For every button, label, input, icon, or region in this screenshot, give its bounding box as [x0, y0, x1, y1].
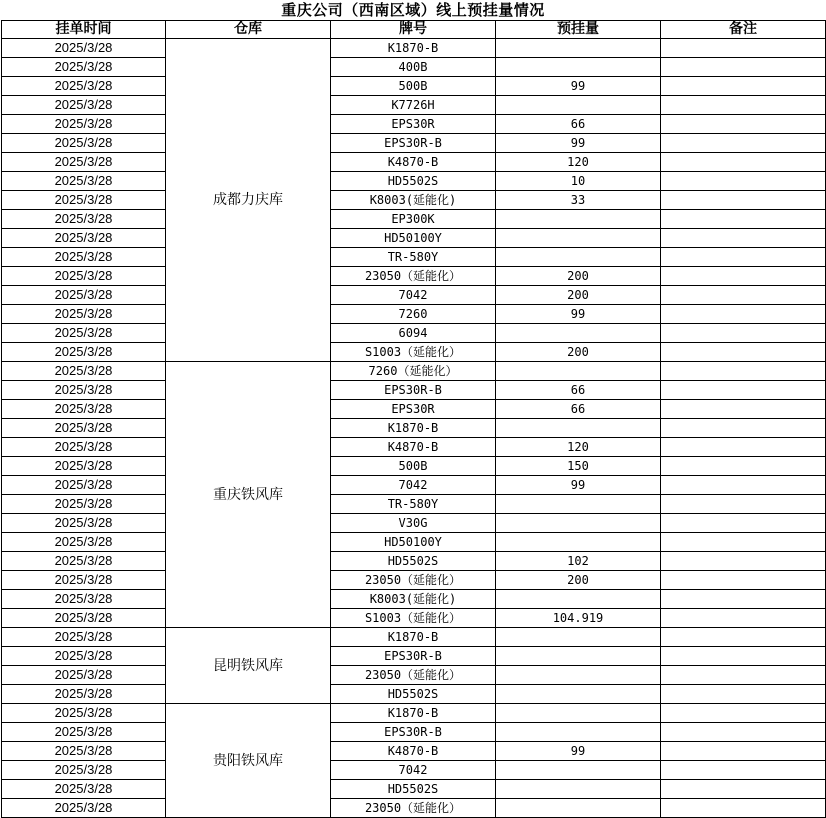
- cell-grade[interactable]: HD50100Y: [331, 533, 496, 552]
- cell-note[interactable]: [661, 419, 826, 438]
- cell-quantity[interactable]: [496, 590, 661, 609]
- table-row: [2, 742, 826, 761]
- table-row: [2, 628, 826, 647]
- cell-date[interactable]: 2025/3/28: [2, 723, 166, 742]
- cell-grade[interactable]: HD5502S: [331, 172, 496, 191]
- cell-note[interactable]: [661, 324, 826, 343]
- cell-date[interactable]: 2025/3/28: [2, 571, 166, 590]
- cell-grade[interactable]: HD5502S: [331, 780, 496, 799]
- table-row: [2, 495, 826, 514]
- cell-note[interactable]: [661, 704, 826, 723]
- cell-date[interactable]: 2025/3/28: [2, 77, 166, 96]
- cell-date[interactable]: 2025/3/28: [2, 799, 166, 818]
- cell-grade[interactable]: K4870-B: [331, 742, 496, 761]
- header-warehouse: 仓库: [166, 21, 331, 39]
- cell-grade[interactable]: K8003(延能化): [331, 191, 496, 210]
- cell-note[interactable]: [661, 742, 826, 761]
- table-row: [2, 324, 826, 343]
- table-row: [2, 134, 826, 153]
- cell-quantity[interactable]: [496, 514, 661, 533]
- cell-grade[interactable]: V30G: [331, 514, 496, 533]
- cell-grade[interactable]: 500B: [331, 457, 496, 476]
- table-body: [2, 39, 826, 818]
- table-row: [2, 172, 826, 191]
- preorder-table: [1, 20, 826, 818]
- cell-grade[interactable]: 6094: [331, 324, 496, 343]
- cell-note[interactable]: [661, 172, 826, 191]
- cell-quantity[interactable]: [496, 39, 661, 58]
- header-quantity: 预挂量: [496, 21, 661, 39]
- cell-date[interactable]: 2025/3/28: [2, 362, 166, 381]
- cell-quantity[interactable]: [496, 628, 661, 647]
- table-row: [2, 571, 826, 590]
- table-row: [2, 723, 826, 742]
- cell-quantity[interactable]: [496, 495, 661, 514]
- cell-date[interactable]: 2025/3/28: [2, 191, 166, 210]
- table-row: [2, 533, 826, 552]
- cell-note[interactable]: [661, 77, 826, 96]
- cell-note[interactable]: [661, 362, 826, 381]
- cell-date[interactable]: 2025/3/28: [2, 115, 166, 134]
- table-row: [2, 400, 826, 419]
- cell-grade[interactable]: 7042: [331, 761, 496, 780]
- cell-note[interactable]: [661, 286, 826, 305]
- cell-date[interactable]: 2025/3/28: [2, 780, 166, 799]
- cell-grade[interactable]: S1003（延能化）: [331, 343, 496, 362]
- cell-grade[interactable]: EPS30R: [331, 400, 496, 419]
- cell-date[interactable]: 2025/3/28: [2, 647, 166, 666]
- cell-date[interactable]: 2025/3/28: [2, 438, 166, 457]
- cell-quantity[interactable]: [496, 324, 661, 343]
- cell-grade[interactable]: EPS30R: [331, 115, 496, 134]
- cell-quantity[interactable]: [496, 229, 661, 248]
- cell-note[interactable]: [661, 533, 826, 552]
- cell-note[interactable]: [661, 134, 826, 153]
- cell-grade[interactable]: 23050（延能化）: [331, 571, 496, 590]
- cell-grade[interactable]: K1870-B: [331, 419, 496, 438]
- header-note: 备注: [661, 21, 826, 39]
- cell-note[interactable]: [661, 685, 826, 704]
- cell-note[interactable]: [661, 58, 826, 77]
- cell-quantity[interactable]: 33: [496, 191, 661, 210]
- cell-note[interactable]: [661, 552, 826, 571]
- cell-note[interactable]: [661, 115, 826, 134]
- cell-grade[interactable]: 400B: [331, 58, 496, 77]
- table-row: [2, 609, 826, 628]
- table-row: [2, 780, 826, 799]
- table-row: [2, 191, 826, 210]
- cell-date[interactable]: 2025/3/28: [2, 172, 166, 191]
- cell-grade[interactable]: TR-580Y: [331, 248, 496, 267]
- cell-quantity[interactable]: 99: [496, 476, 661, 495]
- cell-date[interactable]: 2025/3/28: [2, 153, 166, 172]
- cell-date[interactable]: 2025/3/28: [2, 552, 166, 571]
- cell-note[interactable]: [661, 761, 826, 780]
- cell-date[interactable]: 2025/3/28: [2, 533, 166, 552]
- cell-note[interactable]: [661, 457, 826, 476]
- cell-grade[interactable]: K7726H: [331, 96, 496, 115]
- table-row: [2, 514, 826, 533]
- cell-quantity[interactable]: [496, 248, 661, 267]
- cell-note[interactable]: [661, 191, 826, 210]
- cell-quantity[interactable]: [496, 58, 661, 77]
- cell-date[interactable]: 2025/3/28: [2, 39, 166, 58]
- cell-date[interactable]: 2025/3/28: [2, 343, 166, 362]
- table-row: [2, 248, 826, 267]
- cell-date[interactable]: 2025/3/28: [2, 514, 166, 533]
- cell-note[interactable]: [661, 400, 826, 419]
- cell-note[interactable]: [661, 248, 826, 267]
- table-header: [2, 21, 826, 39]
- cell-note[interactable]: [661, 666, 826, 685]
- cell-date[interactable]: 2025/3/28: [2, 495, 166, 514]
- table-row: [2, 153, 826, 172]
- cell-grade[interactable]: EP300K: [331, 210, 496, 229]
- cell-date[interactable]: 2025/3/28: [2, 210, 166, 229]
- cell-date[interactable]: 2025/3/28: [2, 685, 166, 704]
- cell-date[interactable]: 2025/3/28: [2, 666, 166, 685]
- cell-note[interactable]: [661, 39, 826, 58]
- cell-quantity[interactable]: 200: [496, 286, 661, 305]
- sheet-title: 重庆公司（西南区域）线上预挂量情况: [281, 1, 545, 19]
- cell-note[interactable]: [661, 305, 826, 324]
- table-row: [2, 685, 826, 704]
- cell-note[interactable]: [661, 799, 826, 818]
- cell-date[interactable]: 2025/3/28: [2, 96, 166, 115]
- cell-quantity[interactable]: 200: [496, 343, 661, 362]
- cell-quantity[interactable]: [496, 96, 661, 115]
- table-row: [2, 457, 826, 476]
- table-row: [2, 362, 826, 381]
- cell-date[interactable]: 2025/3/28: [2, 628, 166, 647]
- table-row: [2, 590, 826, 609]
- cell-grade[interactable]: HD5502S: [331, 552, 496, 571]
- cell-date[interactable]: 2025/3/28: [2, 248, 166, 267]
- cell-date[interactable]: 2025/3/28: [2, 609, 166, 628]
- cell-grade[interactable]: 23050（延能化）: [331, 799, 496, 818]
- cell-date[interactable]: 2025/3/28: [2, 457, 166, 476]
- cell-date[interactable]: 2025/3/28: [2, 286, 166, 305]
- cell-date[interactable]: 2025/3/28: [2, 229, 166, 248]
- cell-warehouse[interactable]: 成都力庆库: [166, 39, 331, 362]
- cell-date[interactable]: 2025/3/28: [2, 742, 166, 761]
- table-row: [2, 704, 826, 723]
- header-grade: 牌号: [331, 21, 496, 39]
- header-row: [2, 21, 826, 39]
- cell-note[interactable]: [661, 267, 826, 286]
- cell-date[interactable]: 2025/3/28: [2, 58, 166, 77]
- cell-grade[interactable]: K1870-B: [331, 39, 496, 58]
- cell-note[interactable]: [661, 571, 826, 590]
- cell-note[interactable]: [661, 476, 826, 495]
- cell-date[interactable]: 2025/3/28: [2, 381, 166, 400]
- cell-warehouse[interactable]: 贵阳铁风库: [166, 704, 331, 818]
- cell-grade[interactable]: 7260（延能化）: [331, 362, 496, 381]
- table-row: [2, 305, 826, 324]
- cell-quantity[interactable]: [496, 761, 661, 780]
- cell-date[interactable]: 2025/3/28: [2, 267, 166, 286]
- cell-date[interactable]: 2025/3/28: [2, 704, 166, 723]
- cell-note[interactable]: [661, 153, 826, 172]
- table-row: [2, 77, 826, 96]
- cell-warehouse[interactable]: 昆明铁风库: [166, 628, 331, 704]
- cell-date[interactable]: 2025/3/28: [2, 324, 166, 343]
- cell-grade[interactable]: K1870-B: [331, 628, 496, 647]
- table-row: [2, 381, 826, 400]
- cell-grade[interactable]: 7042: [331, 286, 496, 305]
- cell-grade[interactable]: 23050（延能化）: [331, 666, 496, 685]
- cell-quantity[interactable]: [496, 799, 661, 818]
- table-row: [2, 552, 826, 571]
- cell-note[interactable]: [661, 96, 826, 115]
- cell-note[interactable]: [661, 609, 826, 628]
- cell-grade[interactable]: K4870-B: [331, 438, 496, 457]
- cell-date[interactable]: 2025/3/28: [2, 305, 166, 324]
- cell-quantity[interactable]: 99: [496, 305, 661, 324]
- cell-grade[interactable]: 23050（延能化）: [331, 267, 496, 286]
- table-row: [2, 343, 826, 362]
- cell-quantity[interactable]: [496, 419, 661, 438]
- cell-quantity[interactable]: 99: [496, 742, 661, 761]
- cell-grade[interactable]: HD50100Y: [331, 229, 496, 248]
- cell-quantity[interactable]: 150: [496, 457, 661, 476]
- cell-note[interactable]: [661, 514, 826, 533]
- cell-warehouse[interactable]: 重庆铁风库: [166, 362, 331, 628]
- header-date: 挂单时间: [2, 21, 166, 39]
- cell-grade[interactable]: S1003（延能化）: [331, 609, 496, 628]
- cell-quantity[interactable]: 99: [496, 77, 661, 96]
- cell-date[interactable]: 2025/3/28: [2, 400, 166, 419]
- cell-quantity[interactable]: [496, 647, 661, 666]
- cell-note[interactable]: [661, 210, 826, 229]
- cell-note[interactable]: [661, 229, 826, 248]
- table-row: [2, 438, 826, 457]
- cell-note[interactable]: [661, 780, 826, 799]
- cell-note[interactable]: [661, 381, 826, 400]
- table-row: [2, 799, 826, 818]
- cell-grade[interactable]: EPS30R-B: [331, 647, 496, 666]
- cell-quantity[interactable]: 200: [496, 267, 661, 286]
- cell-grade[interactable]: EPS30R-B: [331, 381, 496, 400]
- cell-quantity[interactable]: 120: [496, 438, 661, 457]
- cell-quantity[interactable]: [496, 533, 661, 552]
- cell-quantity[interactable]: 66: [496, 115, 661, 134]
- table-row: [2, 267, 826, 286]
- cell-grade[interactable]: K1870-B: [331, 704, 496, 723]
- table-row: [2, 666, 826, 685]
- table-row: [2, 210, 826, 229]
- cell-note[interactable]: [661, 343, 826, 362]
- cell-grade[interactable]: 7260: [331, 305, 496, 324]
- table-row: [2, 58, 826, 77]
- cell-note[interactable]: [661, 590, 826, 609]
- cell-quantity[interactable]: [496, 210, 661, 229]
- cell-note[interactable]: [661, 628, 826, 647]
- cell-grade[interactable]: 500B: [331, 77, 496, 96]
- table-row: [2, 96, 826, 115]
- cell-quantity[interactable]: 200: [496, 571, 661, 590]
- table-row: [2, 761, 826, 780]
- cell-grade[interactable]: K4870-B: [331, 153, 496, 172]
- cell-quantity[interactable]: 10: [496, 172, 661, 191]
- table-row: [2, 647, 826, 666]
- cell-quantity[interactable]: [496, 780, 661, 799]
- cell-quantity[interactable]: [496, 704, 661, 723]
- cell-date[interactable]: 2025/3/28: [2, 134, 166, 153]
- cell-quantity[interactable]: 104.919: [496, 609, 661, 628]
- table-row: [2, 476, 826, 495]
- cell-grade[interactable]: EPS30R-B: [331, 723, 496, 742]
- cell-date[interactable]: 2025/3/28: [2, 419, 166, 438]
- cell-note[interactable]: [661, 438, 826, 457]
- table-row: [2, 115, 826, 134]
- cell-date[interactable]: 2025/3/28: [2, 476, 166, 495]
- table-row: [2, 286, 826, 305]
- cell-date[interactable]: 2025/3/28: [2, 590, 166, 609]
- cell-quantity[interactable]: 102: [496, 552, 661, 571]
- cell-note[interactable]: [661, 495, 826, 514]
- table-row: [2, 419, 826, 438]
- table-row: [2, 229, 826, 248]
- cell-note[interactable]: [661, 647, 826, 666]
- cell-grade[interactable]: HD5502S: [331, 685, 496, 704]
- cell-note[interactable]: [661, 723, 826, 742]
- cell-quantity[interactable]: [496, 685, 661, 704]
- cell-grade[interactable]: EPS30R-B: [331, 134, 496, 153]
- cell-quantity[interactable]: [496, 666, 661, 685]
- cell-quantity[interactable]: 66: [496, 381, 661, 400]
- cell-quantity[interactable]: [496, 362, 661, 381]
- cell-grade[interactable]: K8003(延能化): [331, 590, 496, 609]
- cell-quantity[interactable]: [496, 723, 661, 742]
- cell-date[interactable]: 2025/3/28: [2, 761, 166, 780]
- cell-quantity[interactable]: 66: [496, 400, 661, 419]
- cell-quantity[interactable]: 99: [496, 134, 661, 153]
- table-row: [2, 39, 826, 58]
- cell-grade[interactable]: TR-580Y: [331, 495, 496, 514]
- cell-grade[interactable]: 7042: [331, 476, 496, 495]
- cell-quantity[interactable]: 120: [496, 153, 661, 172]
